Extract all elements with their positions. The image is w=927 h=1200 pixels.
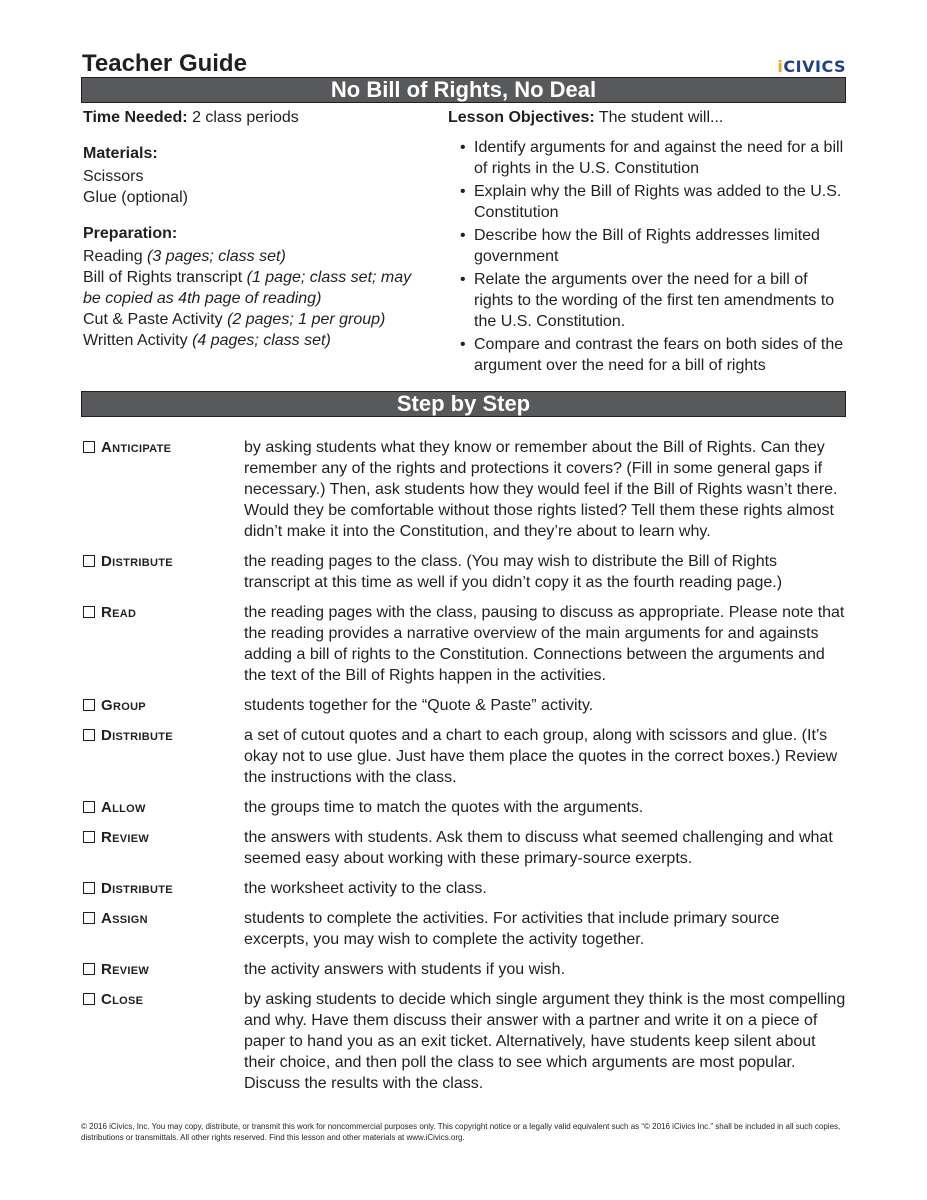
preparation-text: Bill of Rights transcript	[83, 269, 247, 286]
step-verb-label: Distribute	[101, 880, 173, 897]
objective-item: • Identify arguments for and against the need for a bill of rights in the U.S. Constitution	[448, 137, 848, 179]
step-verb-label: Group	[101, 697, 146, 714]
preparation-text: Reading	[83, 248, 148, 265]
step-description: the reading pages with the class, pausing to discuss as appropriate. Please note that the reading provides a narrative overview of the main arguments for and againsts adding a bill of rights to the Constitution. Connections between the arguments and the text of the Bill of Rights happen in the activities.	[244, 604, 845, 684]
step-row	[81, 551, 846, 593]
step-verb	[81, 827, 244, 869]
header-row	[81, 50, 846, 77]
step-verb	[81, 437, 244, 542]
step-verb	[81, 695, 244, 716]
checkbox-icon[interactable]	[83, 606, 95, 618]
objectives-label: Lesson Objectives:	[448, 109, 595, 126]
checkbox-icon[interactable]	[83, 831, 95, 843]
step-verb-label: Read	[101, 604, 137, 621]
preparation-item	[83, 246, 433, 267]
overview-section	[81, 107, 846, 391]
step-verb	[81, 989, 244, 1094]
objectives-intro: The student will...	[594, 109, 724, 126]
preparation-title: Preparation:	[83, 225, 178, 242]
step-row	[81, 695, 846, 716]
checkbox-icon[interactable]	[83, 963, 95, 975]
step-description: by asking students to decide which single argument they think is the most compelling and why. Have them discuss their answer with a partner and write it on a piece of paper to hand you as an exit ticket. Alternatively, have students keep silent about their choice, and then poll the class to see which arguments are most popular. Discuss the results with the class.	[244, 991, 846, 1092]
step-verb-label: Assign	[101, 910, 148, 927]
step-verb	[81, 878, 244, 899]
step-verb	[81, 959, 244, 980]
step-verb	[81, 725, 244, 788]
step-row	[81, 827, 846, 869]
preparation-item	[83, 267, 433, 309]
step-row	[81, 959, 846, 980]
step-verb-label: Review	[101, 961, 150, 978]
step-verb	[81, 551, 244, 593]
preparation-note: (4 pages; class set)	[192, 332, 331, 349]
preparation-item	[83, 309, 433, 330]
preparation-note: (2 pages; 1 per group)	[227, 311, 386, 328]
step-verb-label: Allow	[101, 799, 146, 816]
checkbox-icon[interactable]	[83, 993, 95, 1005]
material-item: Scissors	[83, 168, 144, 185]
step-description: a set of cutout quotes and a chart to each group, along with scissors and glue. (It’s okay not to use glue. Just have them place the quotes in the correct boxes.) Review the instructions with the class.	[244, 727, 838, 786]
step-row	[81, 602, 846, 686]
materials-title: Materials:	[83, 145, 158, 162]
step-verb-label: Distribute	[101, 553, 173, 570]
guide-label: Teacher Guide	[82, 50, 247, 77]
logo-i: i	[777, 57, 784, 76]
step-description: the answers with students. Ask them to discuss what seemed challenging and what seemed easy about working with these primary-source exerpts.	[244, 829, 833, 867]
step-row	[81, 437, 846, 542]
step-row	[81, 725, 846, 788]
time-value: 2 class periods	[187, 109, 299, 126]
step-verb-label: Distribute	[101, 727, 173, 744]
preparation-section	[83, 223, 433, 351]
objectives-heading	[448, 107, 848, 128]
step-verb-label: Close	[101, 991, 144, 1008]
step-row	[81, 908, 846, 950]
teacher-guide-page	[81, 50, 846, 1103]
checkbox-icon[interactable]	[83, 912, 95, 924]
checkbox-icon[interactable]	[83, 699, 95, 711]
objective-item: • Compare and contrast the fears on both sides of the argument over the need for a bill of rights	[448, 334, 848, 376]
step-description: the groups time to match the quotes with the arguments.	[244, 799, 644, 816]
checkbox-icon[interactable]	[83, 801, 95, 813]
material-item: Glue (optional)	[83, 189, 188, 206]
steps-title: Step by Step	[81, 391, 846, 417]
step-verb-label: Anticipate	[101, 439, 172, 456]
step-description: students together for the “Quote & Paste” activity.	[244, 697, 594, 714]
objective-item: • Explain why the Bill of Rights was added to the U.S. Constitution	[448, 181, 848, 223]
step-row	[81, 797, 846, 818]
step-description: by asking students what they know or remember about the Bill of Rights. Can they remember any of the rights and protections it covers? (Fill in some general gaps if necessary.) Then, ask students how they would feel if the Bill of Rights wasn’t there. Would they be comfortable without those rights listed? Tell them these rights almost didn’t make it into the Constitution, and they’re about to learn why.	[244, 439, 838, 540]
preparation-item	[83, 330, 433, 351]
preparation-note: (1 page; class set; may be copied as 4th page of reading)	[83, 269, 412, 307]
checkbox-icon[interactable]	[83, 441, 95, 453]
preparation-text: Written Activity	[83, 332, 193, 349]
step-row	[81, 989, 846, 1094]
step-row	[81, 878, 846, 899]
logo-text: CIVICS	[783, 57, 846, 76]
time-needed	[83, 107, 433, 128]
materials-section	[83, 143, 433, 208]
time-label: Time Needed:	[83, 109, 188, 126]
checkbox-icon[interactable]	[83, 555, 95, 567]
step-verb	[81, 797, 244, 818]
steps-list	[81, 437, 846, 1094]
step-verb	[81, 908, 244, 950]
checkbox-icon[interactable]	[83, 882, 95, 894]
lesson-title: No Bill of Rights, No Deal	[81, 77, 846, 103]
step-description: the worksheet activity to the class.	[244, 880, 487, 897]
step-description: students to complete the activities. For activities that include primary source excerpts, you may wish to complete the activity together.	[244, 910, 780, 948]
objectives-list	[448, 137, 848, 376]
step-description: the reading pages to the class. (You may wish to distribute the Bill of Rights transcript at this time as well if you didn’t copy it as the fourth reading page.)	[244, 553, 783, 591]
checkbox-icon[interactable]	[83, 729, 95, 741]
step-description: the activity answers with students if you wish.	[244, 961, 566, 978]
objective-item: • Relate the arguments over the need for a bill of rights to the wording of the first ten amendments to the U.S. Constitution.	[448, 269, 848, 332]
objective-item: • Describe how the Bill of Rights addresses limited government	[448, 225, 848, 267]
preparation-text: Cut & Paste Activity	[83, 311, 228, 328]
right-column	[448, 107, 848, 378]
step-verb-label: Review	[101, 829, 150, 846]
step-verb	[81, 602, 244, 686]
icivics-logo	[777, 58, 846, 76]
preparation-note: (3 pages; class set)	[147, 248, 286, 265]
left-column	[83, 107, 433, 351]
copyright-footer: © 2016 iCivics, Inc. You may copy, distribute, or transmit this work for noncommercial purposes only. This copyright notice or a legally valid equivalent such as “© 2016 iCivics Inc.” shall be included in all such copies, distributions or transmittals. All other rights reserved. Find this lesson and other materials at www.iCivics.org.	[81, 1122, 841, 1142]
